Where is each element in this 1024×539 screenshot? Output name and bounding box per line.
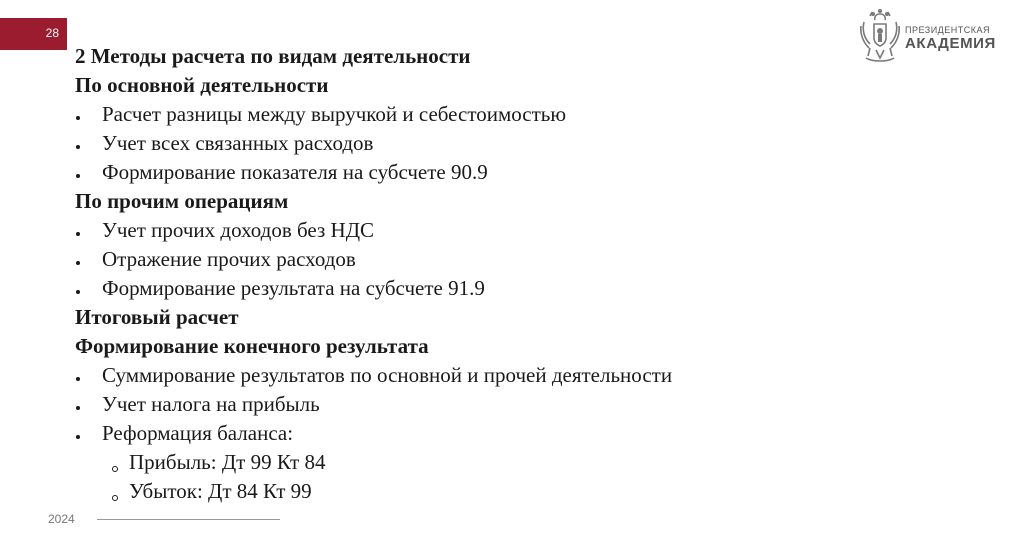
footer-year: 2024 [48,512,75,526]
bullet-item: Формирование показателя на субсчете 90.9 [75,158,855,187]
bullet-item: Учет всех связанных расходов [75,129,855,158]
eagle-emblem-icon [858,8,902,66]
section-heading: Итоговый расчет [75,305,239,329]
slide-content [75,42,855,506]
bullet-item: Реформация баланса: [75,419,855,448]
bullet-item: Формирование результата на субсчете 91.9 [75,274,855,303]
logo [858,8,998,70]
bullet-item: Расчет разницы между выручкой и себестоимостью [75,100,855,129]
bullet-item: Учет налога на прибыль [75,390,855,419]
section-heading: По прочим операциям [75,189,289,213]
bullet-item: Суммирование результатов по основной и прочей деятельности [75,361,855,390]
page-number-badge: 28 [0,18,67,50]
logo-text-top: ПРЕЗИДЕНТСКАЯ [905,25,991,35]
section-heading: По основной деятельности [75,73,329,97]
logo-text-bottom: АКАДЕМИЯ [905,35,996,52]
section-heading: Формирование конечного результата [75,334,429,358]
slide-title: 2 Методы расчета по видам деятельности [75,44,471,68]
sub-bullet-item: Убыток: Дт 84 Кт 99 [75,477,855,506]
footer-divider [97,519,280,520]
sub-bullet-item: Прибыль: Дт 99 Кт 84 [75,448,855,477]
bullet-item: Отражение прочих расходов [75,245,855,274]
bullet-item: Учет прочих доходов без НДС [75,216,855,245]
